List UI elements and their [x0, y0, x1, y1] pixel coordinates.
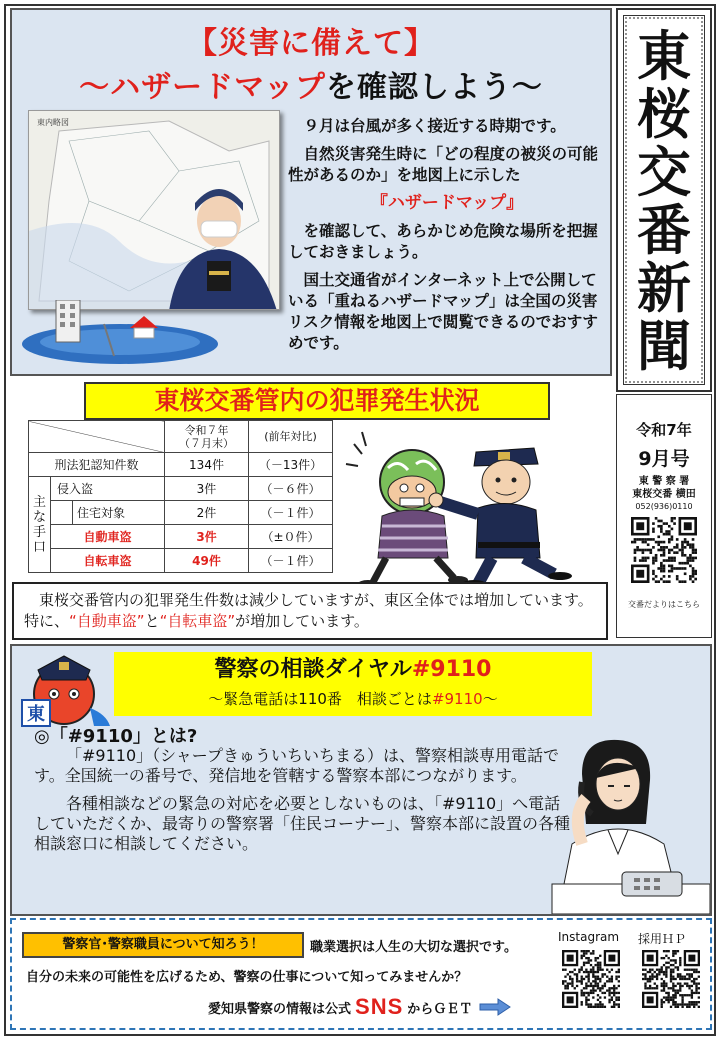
row-diff: （－１件） — [249, 549, 333, 573]
table-row — [29, 453, 333, 477]
instagram-label: Instagram — [558, 930, 620, 944]
table-corner-cell — [29, 421, 165, 453]
qr-note: 交番だよりはこちら — [628, 600, 700, 609]
title-char: 交 — [637, 140, 691, 204]
row-count: 2件 — [165, 501, 249, 525]
consult-question: ◎「#9110」とは? — [34, 726, 198, 747]
note-text: が増加しています。 — [235, 612, 369, 630]
sns-label: SNS — [355, 994, 404, 1019]
woman-on-phone-illustration — [542, 734, 710, 914]
hazard-body — [288, 116, 606, 361]
row-count: 49件 — [165, 549, 249, 573]
recruit-line-3-suffix: からＧＥＴ — [407, 1001, 473, 1017]
issuer-koban: 東桜交番 横田 — [632, 489, 696, 500]
title-char: 聞 — [637, 314, 691, 378]
note-text: と — [144, 612, 160, 630]
row-label: 侵入盗 — [51, 477, 165, 501]
hazard-subtitle-red: ～ハザードマップ — [79, 70, 326, 105]
title-char: 東 — [637, 24, 691, 88]
note-highlight: “自転車盗” — [159, 612, 236, 630]
banner-title-text: 警察の相談ダイヤル — [214, 657, 412, 682]
col-yoy: (前年対比) — [249, 421, 333, 453]
consult-banner-sub — [114, 686, 592, 712]
map-label: 東内略図 — [37, 118, 69, 127]
table-row — [29, 477, 333, 501]
table-row — [29, 525, 333, 549]
banner-sub-text: ～緊急電話は110番 相談ごとは — [208, 690, 432, 708]
recruitment-section — [10, 918, 712, 1030]
police-chasing-thief-illustration — [328, 418, 606, 588]
group-label: 主な手口 — [29, 477, 51, 573]
crime-table — [28, 420, 333, 573]
hazard-highlight: 『ハザードマップ』 — [370, 193, 524, 213]
title-char: 番 — [637, 198, 691, 262]
note-highlight: “自動車盗” — [69, 612, 145, 630]
hazard-paragraph-1: ９月は台風が多く接近する時期です。 — [303, 117, 566, 135]
consult-dial-section — [10, 644, 712, 916]
consult-banner-title — [114, 654, 592, 686]
row-diff: （±０件） — [249, 525, 333, 549]
officer-with-map-photo — [28, 110, 280, 310]
police-mascot-illustration — [14, 648, 114, 730]
recruit-line-3-prefix: 愛知県警察の情報は公式 — [208, 1001, 352, 1017]
recruit-hp-qr-code-icon[interactable] — [642, 950, 700, 1008]
table-row — [29, 549, 333, 573]
row-label: 住宅対象 — [73, 501, 165, 525]
title-char: 新 — [637, 256, 691, 320]
arrow-right-icon — [478, 997, 512, 1017]
consult-paragraph-2: 各種相談などの緊急の対応を必要としないものは、「#9110」へ電話していただくか、最寄りの警察署「住民コーナー」、警察本部に設置の各種相談窓口に相談してください。 — [34, 794, 571, 853]
note-text: 東桜交番管内の犯罪発生件数は減少していますが、東区全体では増加しています。特に、 — [24, 591, 593, 630]
hazard-paragraph-2: 自然災害発生時に「どの程度の被災の可能性があるのか」を地図上に示した — [288, 145, 599, 184]
row-label: 自転車盗 — [51, 549, 165, 573]
col-period: 令和７年 （７月末） — [165, 421, 249, 453]
issuer-station: 東 警 察 署 — [638, 476, 690, 487]
title-char: 桜 — [637, 82, 691, 146]
hazard-paragraph-3: を確認して、あらかじめ危険な場所を把握しておきましょう。 — [288, 222, 598, 261]
banner-number: #9110 — [411, 657, 492, 682]
masthead-dotted-border — [623, 15, 705, 385]
mascot-label: 東 — [27, 704, 45, 725]
hazard-map-section — [10, 8, 612, 376]
recruit-hp-label: 採用ＨＰ — [638, 932, 687, 946]
issue-number: 9月号 — [638, 448, 690, 470]
row-diff: （－１件） — [249, 501, 333, 525]
issuer-org — [617, 475, 711, 501]
row-label: 刑法犯認知件数 — [29, 453, 165, 477]
consult-body — [34, 746, 574, 862]
instagram-qr-code-icon[interactable] — [562, 950, 620, 1008]
masthead — [616, 8, 712, 392]
hazard-subtitle-rest: を確認しよう～ — [325, 70, 543, 105]
consult-paragraph-1: 「#9110」（シャープきゅういちいちまる）は、警察相談専用電話です。全国統一の番号で、発信地を管轄する警察本部につながります。 — [34, 746, 560, 785]
recruit-line-2: 自分の未来の可能性を広げるため、警察の仕事について知ってみませんか？ — [26, 970, 468, 985]
recruit-lead: 職業選択は人生の大切な選択です。 — [310, 940, 517, 955]
hazard-subtitle — [12, 62, 610, 106]
qr-code-icon[interactable] — [631, 517, 697, 583]
newspaper-title — [629, 21, 699, 379]
hazard-paragraph-4: 国土交通省がインターネット上で公開している「重ねるハザードマップ」は全国の災害リスク情報を地図上で閲覧できるのでおすすめです。 — [288, 271, 598, 352]
banner-sub-number: #9110 — [431, 690, 483, 708]
issue-info — [616, 394, 712, 638]
recruit-line-3 — [208, 994, 512, 1020]
indent-cell — [51, 501, 73, 525]
consult-banner — [114, 652, 592, 716]
banner-sub-text: ～ — [482, 690, 498, 708]
row-count: 3件 — [165, 525, 249, 549]
issue-era: 令和7年 — [636, 421, 692, 439]
row-label: 自動車盗 — [51, 525, 165, 549]
crime-stats-section — [10, 378, 612, 642]
crime-banner: 東桜交番管内の犯罪発生状況 — [84, 382, 550, 420]
row-count: 134件 — [165, 453, 249, 477]
recruit-badge: 警察官･警察職員について知ろう！ — [22, 932, 304, 958]
row-diff: （－６件） — [249, 477, 333, 501]
hazard-title: 【災害に備えて】 — [187, 26, 435, 61]
table-row — [29, 501, 333, 525]
row-count: 3件 — [165, 477, 249, 501]
row-diff: （－13件） — [249, 453, 333, 477]
crime-note — [12, 582, 608, 640]
table-header-row — [29, 421, 333, 453]
flood-illustration — [20, 300, 220, 366]
issuer-phone: 052(936)0110 — [635, 502, 693, 511]
